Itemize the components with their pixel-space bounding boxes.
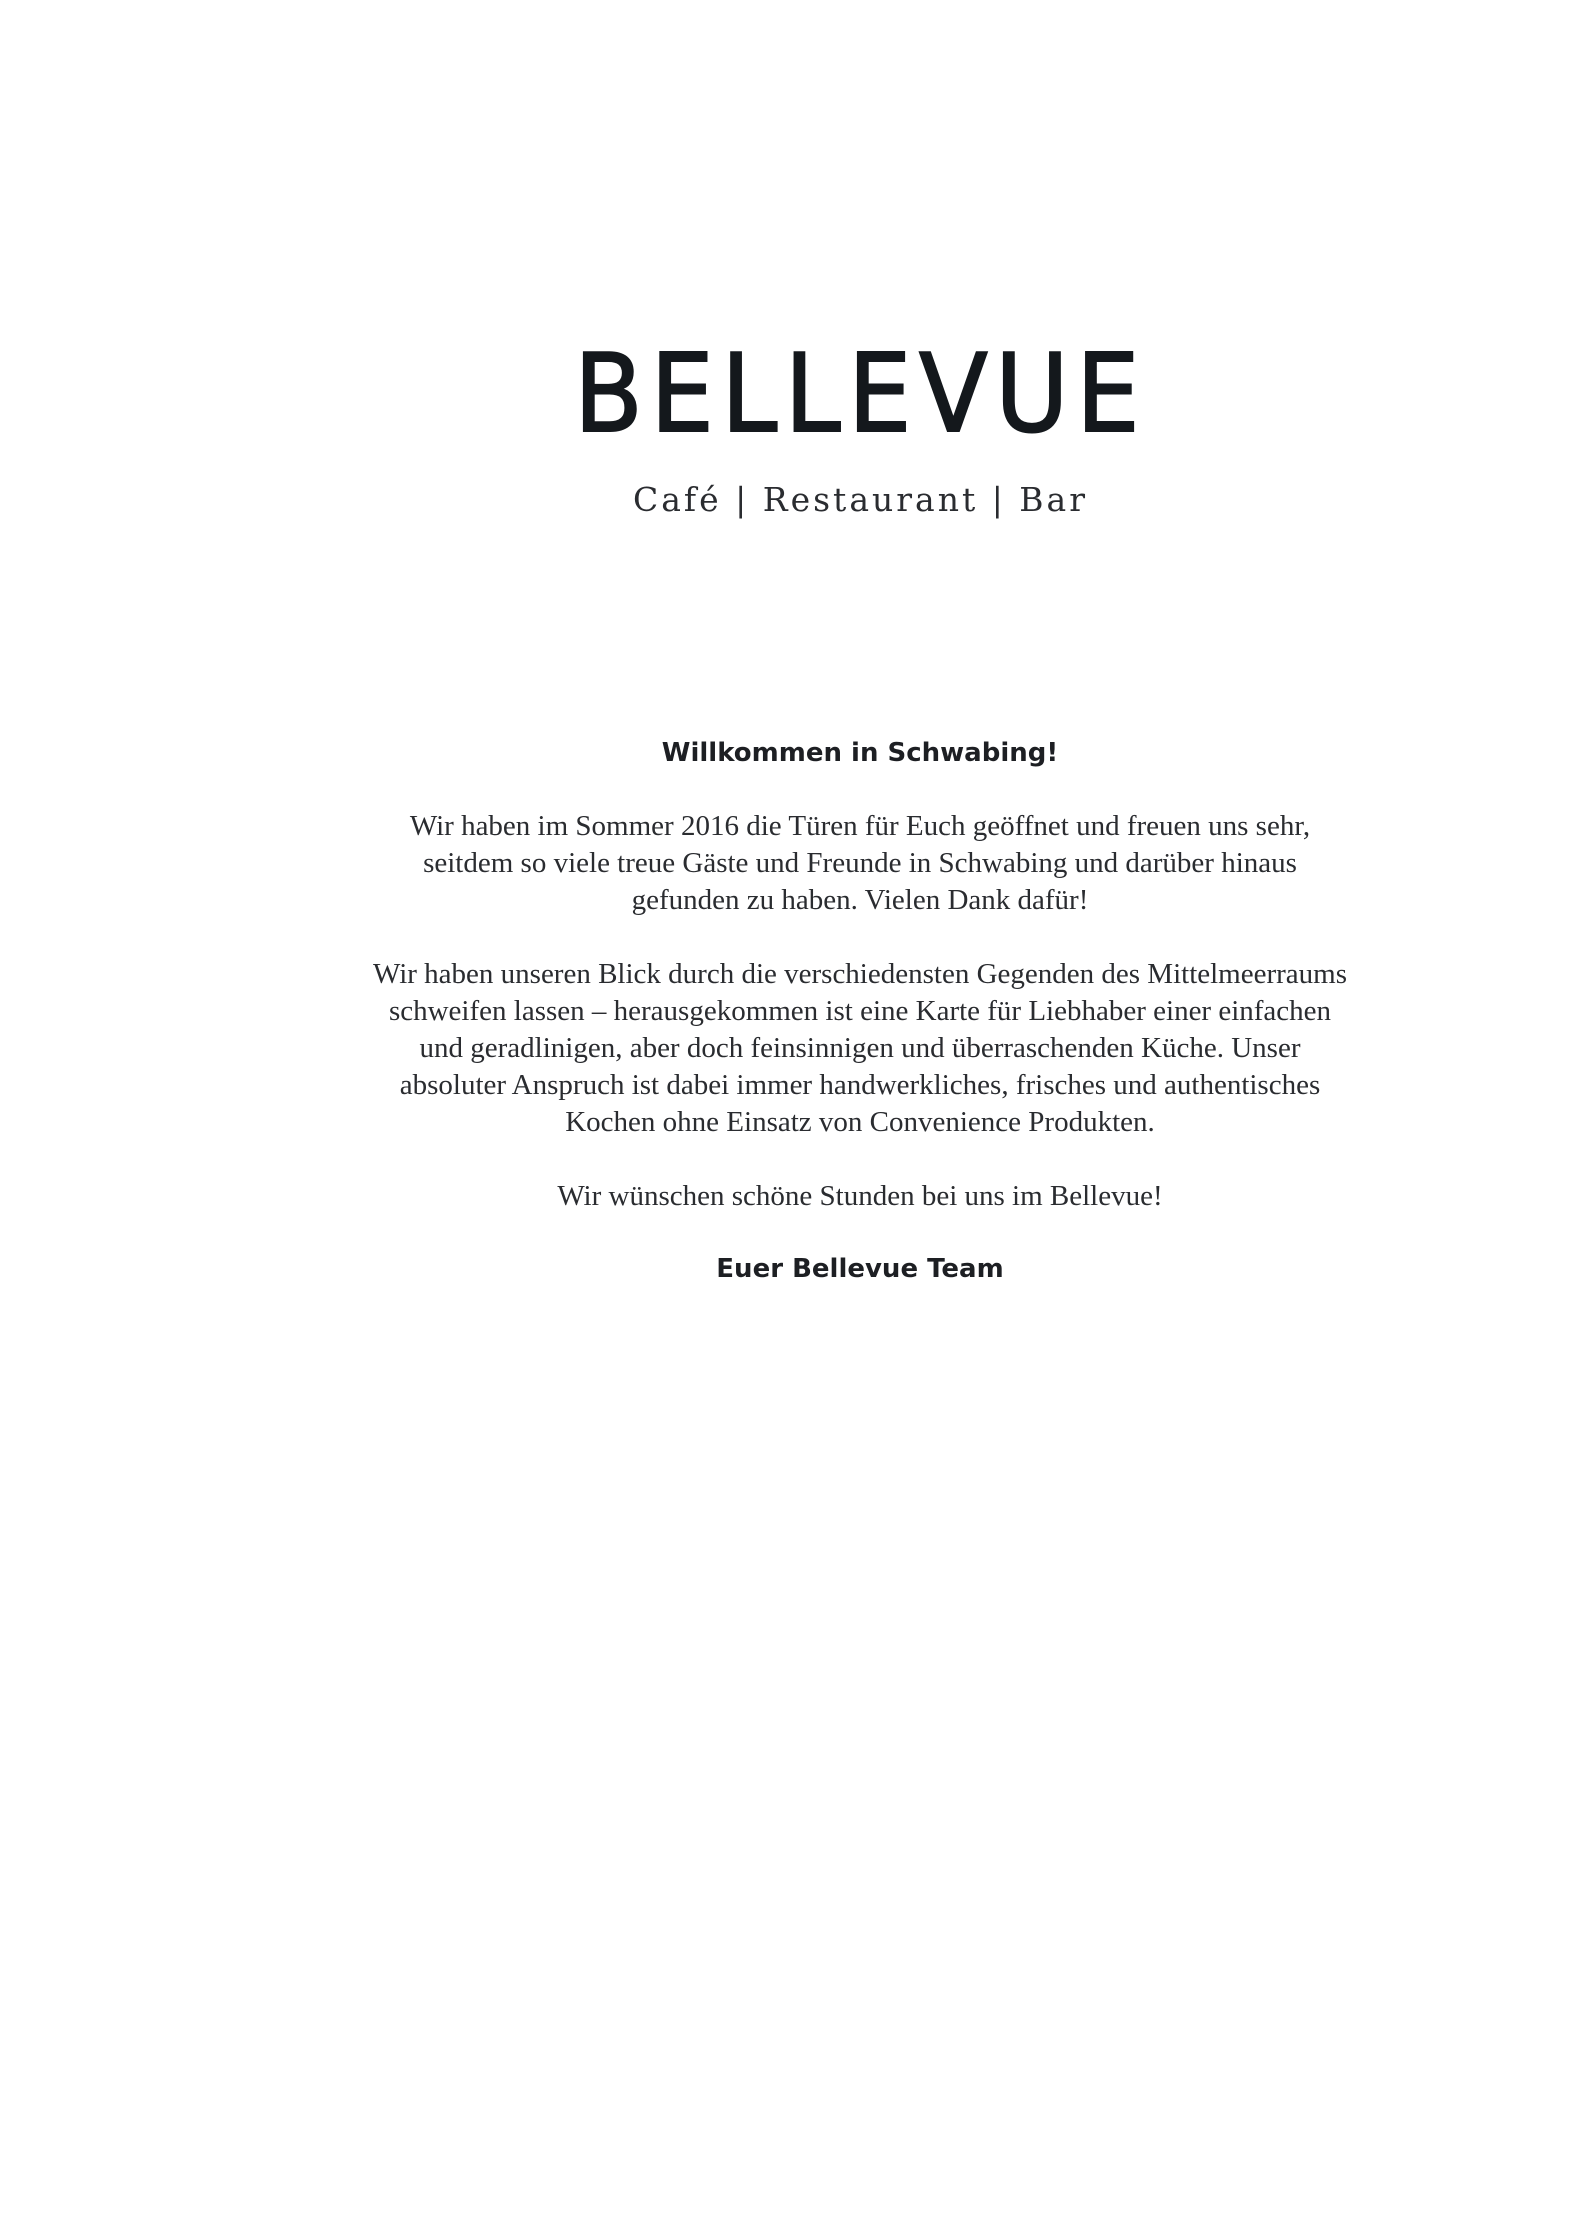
brand-tagline: Café | Restaurant | Bar [632, 480, 1089, 519]
welcome-heading: Willkommen in Schwabing! [661, 738, 1059, 768]
logo [0, 330, 1571, 520]
welcome-letter [300, 735, 1420, 1287]
welcome-paragraph-2: Wir haben unseren Blick durch die verschiedensten Gegenden des Mittelmeerraums schweifen lassen – herausgekommen ist eine Karte für Liebhaber einer einfachen und geradlinigen, aber doch feinsinnigen und überraschenden Küche. Unser absoluter Anspruch ist dabei immer handwerkliches, frisches und authentisches Kochen ohne Einsatz von Convenience Produkten. [372, 958, 1348, 1138]
brand-name: BELLEVUE [574, 332, 1147, 457]
welcome-paragraph-3: Wir wünschen schöne Stunden bei uns im Bellevue! [557, 1180, 1163, 1212]
signoff: Euer Bellevue Team [716, 1254, 1004, 1284]
welcome-paragraph-1: Wir haben im Sommer 2016 die Türen für Euch geöffnet und freuen uns sehr, seitdem so viele treue Gäste und Freunde in Schwabing und darüber hinaus gefunden zu haben. Vielen Dank dafür! [409, 810, 1311, 916]
